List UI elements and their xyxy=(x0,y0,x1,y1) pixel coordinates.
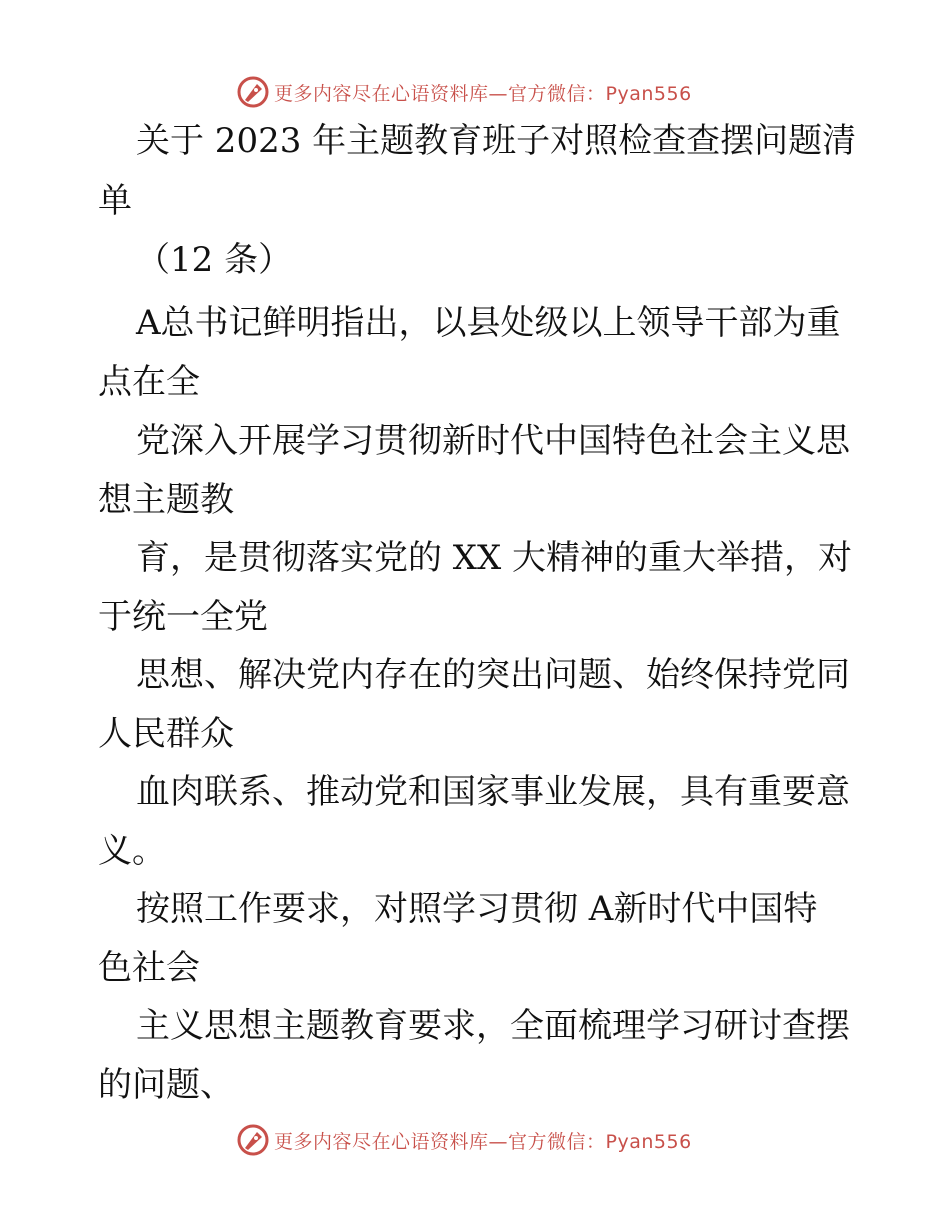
body-line: 血肉联系、推动党和国家事业发展，具有重要意 xyxy=(136,772,850,812)
body-line: 人民群众 xyxy=(98,714,234,754)
body-line: 党深入开展学习贯彻新时代中国特色社会主义思 xyxy=(136,421,850,461)
footer-watermark-banner xyxy=(236,1120,692,1160)
watermark-text: 更多内容尽在心语资料库—官方微信：Pyan556 xyxy=(274,1130,692,1153)
body-line: 主义思想主题教育要求，全面梳理学习研讨查摆 xyxy=(136,1006,850,1046)
body-line: 义。 xyxy=(98,831,166,871)
body-line: 育，是贯彻落实党的 XX 大精神的重大举措，对 xyxy=(136,538,853,578)
title-line-2: 单 xyxy=(98,181,132,221)
body-line: 按照工作要求，对照学习贯彻 A新时代中国特 xyxy=(136,889,818,929)
pen-nib-logo-icon xyxy=(236,75,270,109)
body-line: 的问题、 xyxy=(98,1065,234,1105)
body-line: 思想、解决党内存在的突出问题、始终保持党同 xyxy=(136,655,850,695)
title-count: （12 条） xyxy=(136,240,293,280)
watermark-text: 更多内容尽在心语资料库—官方微信：Pyan556 xyxy=(274,82,692,105)
body-line: 于统一全党 xyxy=(98,597,268,637)
body-line: A总书记鲜明指出，以县处级以上领导干部为重 xyxy=(136,303,841,343)
header-watermark-banner xyxy=(236,72,692,112)
title-line-1: 关于 2023 年主题教育班子对照检查查摆问题清 xyxy=(136,121,857,161)
body-line: 色社会 xyxy=(98,948,200,988)
body-line: 想主题教 xyxy=(98,480,234,520)
pen-nib-logo-icon xyxy=(236,1123,270,1157)
body-line: 点在全 xyxy=(98,362,200,402)
